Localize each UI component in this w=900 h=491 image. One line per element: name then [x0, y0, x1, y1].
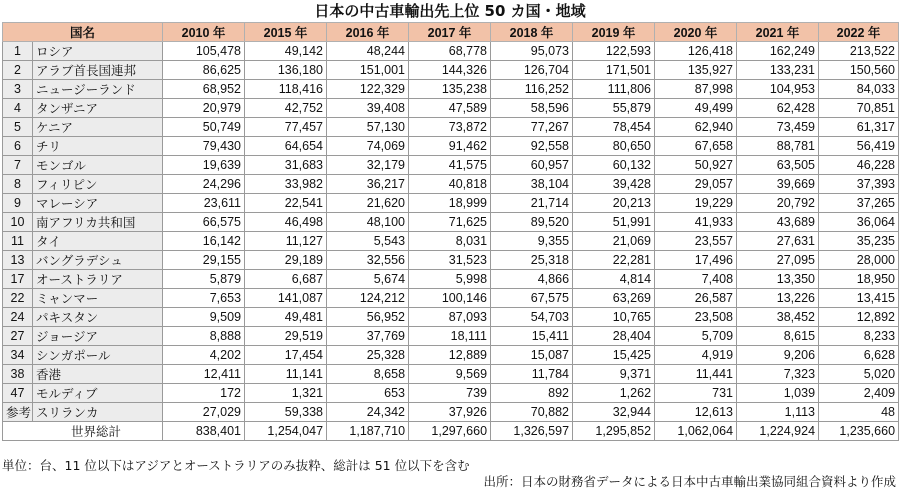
value-cell: 23,557 [655, 232, 737, 251]
country-cell: タイ [33, 232, 163, 251]
country-cell: ミャンマー [33, 289, 163, 308]
value-cell: 31,683 [245, 156, 327, 175]
value-cell: 54,703 [491, 308, 573, 327]
total-value-cell: 1,254,047 [245, 422, 327, 441]
value-cell: 111,806 [573, 80, 655, 99]
value-cell: 2,409 [819, 384, 899, 403]
value-cell: 122,593 [573, 42, 655, 61]
value-cell: 20,979 [163, 99, 245, 118]
table-row [3, 118, 899, 137]
value-cell: 144,326 [409, 61, 491, 80]
value-cell: 67,575 [491, 289, 573, 308]
value-cell: 55,879 [573, 99, 655, 118]
value-cell: 49,499 [655, 99, 737, 118]
value-cell: 28,404 [573, 327, 655, 346]
value-cell: 67,658 [655, 137, 737, 156]
rank-cell: 22 [3, 289, 33, 308]
value-cell: 29,519 [245, 327, 327, 346]
value-cell: 48,100 [327, 213, 409, 232]
value-cell: 48,244 [327, 42, 409, 61]
value-cell: 62,428 [737, 99, 819, 118]
country-cell: ケニア [33, 118, 163, 137]
value-cell: 118,416 [245, 80, 327, 99]
country-cell: スリランカ [33, 403, 163, 422]
value-cell: 11,441 [655, 365, 737, 384]
value-cell: 9,355 [491, 232, 573, 251]
rank-cell: 5 [3, 118, 33, 137]
value-cell: 24,296 [163, 175, 245, 194]
value-cell: 17,454 [245, 346, 327, 365]
value-cell: 7,408 [655, 270, 737, 289]
value-cell: 38,452 [737, 308, 819, 327]
value-cell: 15,087 [491, 346, 573, 365]
value-cell: 19,229 [655, 194, 737, 213]
header-row [3, 23, 899, 42]
value-cell: 4,814 [573, 270, 655, 289]
value-cell: 40,818 [409, 175, 491, 194]
table-row [3, 175, 899, 194]
value-cell: 27,631 [737, 232, 819, 251]
value-cell: 13,415 [819, 289, 899, 308]
value-cell: 49,142 [245, 42, 327, 61]
value-cell: 77,267 [491, 118, 573, 137]
value-cell: 104,953 [737, 80, 819, 99]
table-row [3, 61, 899, 80]
value-cell: 39,408 [327, 99, 409, 118]
table-row [3, 194, 899, 213]
table-row [3, 42, 899, 61]
value-cell: 25,328 [327, 346, 409, 365]
rank-cell: 8 [3, 175, 33, 194]
value-cell: 64,654 [245, 137, 327, 156]
value-cell: 18,111 [409, 327, 491, 346]
value-cell: 66,575 [163, 213, 245, 232]
table-row [3, 384, 899, 403]
value-cell: 71,625 [409, 213, 491, 232]
value-cell: 172 [163, 384, 245, 403]
value-cell: 60,957 [491, 156, 573, 175]
value-cell: 68,952 [163, 80, 245, 99]
value-cell: 46,498 [245, 213, 327, 232]
value-cell: 11,784 [491, 365, 573, 384]
value-cell: 5,998 [409, 270, 491, 289]
value-cell: 135,238 [409, 80, 491, 99]
total-value-cell: 1,187,710 [327, 422, 409, 441]
value-cell: 122,329 [327, 80, 409, 99]
total-value-cell: 1,326,597 [491, 422, 573, 441]
value-cell: 49,481 [245, 308, 327, 327]
header-year: 2019 年 [573, 23, 655, 42]
value-cell: 5,709 [655, 327, 737, 346]
table-row [3, 213, 899, 232]
value-cell: 41,933 [655, 213, 737, 232]
value-cell: 17,496 [655, 251, 737, 270]
value-cell: 70,882 [491, 403, 573, 422]
value-cell: 35,235 [819, 232, 899, 251]
total-row [3, 422, 899, 441]
value-cell: 29,057 [655, 175, 737, 194]
value-cell: 653 [327, 384, 409, 403]
country-cell: フィリピン [33, 175, 163, 194]
table-row [3, 289, 899, 308]
export-table [2, 22, 899, 441]
value-cell: 27,029 [163, 403, 245, 422]
value-cell: 41,575 [409, 156, 491, 175]
country-cell: ニュージーランド [33, 80, 163, 99]
value-cell: 12,613 [655, 403, 737, 422]
total-value-cell: 838,401 [163, 422, 245, 441]
country-cell: モンゴル [33, 156, 163, 175]
table-body [3, 42, 899, 441]
rank-cell: 24 [3, 308, 33, 327]
value-cell: 105,478 [163, 42, 245, 61]
value-cell: 141,087 [245, 289, 327, 308]
value-cell: 892 [491, 384, 573, 403]
value-cell: 39,669 [737, 175, 819, 194]
table-row [3, 365, 899, 384]
value-cell: 47,589 [409, 99, 491, 118]
value-cell: 4,919 [655, 346, 737, 365]
rank-cell: 27 [3, 327, 33, 346]
value-cell: 89,520 [491, 213, 573, 232]
value-cell: 21,714 [491, 194, 573, 213]
value-cell: 11,141 [245, 365, 327, 384]
value-cell: 43,689 [737, 213, 819, 232]
value-cell: 70,851 [819, 99, 899, 118]
value-cell: 63,505 [737, 156, 819, 175]
value-cell: 24,342 [327, 403, 409, 422]
header-year: 2015 年 [245, 23, 327, 42]
header-year: 2022 年 [819, 23, 899, 42]
value-cell: 42,752 [245, 99, 327, 118]
rank-cell: 38 [3, 365, 33, 384]
value-cell: 5,020 [819, 365, 899, 384]
value-cell: 9,371 [573, 365, 655, 384]
value-cell: 5,879 [163, 270, 245, 289]
value-cell: 1,262 [573, 384, 655, 403]
value-cell: 46,228 [819, 156, 899, 175]
value-cell: 731 [655, 384, 737, 403]
value-cell: 59,338 [245, 403, 327, 422]
value-cell: 51,991 [573, 213, 655, 232]
value-cell: 126,418 [655, 42, 737, 61]
value-cell: 15,411 [491, 327, 573, 346]
value-cell: 15,425 [573, 346, 655, 365]
value-cell: 50,927 [655, 156, 737, 175]
value-cell: 50,749 [163, 118, 245, 137]
value-cell: 87,998 [655, 80, 737, 99]
rank-cell: 10 [3, 213, 33, 232]
value-cell: 38,104 [491, 175, 573, 194]
value-cell: 22,541 [245, 194, 327, 213]
value-cell: 36,064 [819, 213, 899, 232]
value-cell: 78,454 [573, 118, 655, 137]
table-row [3, 251, 899, 270]
header-year: 2018 年 [491, 23, 573, 42]
table-row [3, 327, 899, 346]
total-value-cell: 1,224,924 [737, 422, 819, 441]
value-cell: 86,625 [163, 61, 245, 80]
value-cell: 31,523 [409, 251, 491, 270]
value-cell: 8,658 [327, 365, 409, 384]
value-cell: 19,639 [163, 156, 245, 175]
rank-cell: 11 [3, 232, 33, 251]
value-cell: 20,792 [737, 194, 819, 213]
value-cell: 12,411 [163, 365, 245, 384]
value-cell: 20,213 [573, 194, 655, 213]
country-cell: モルディブ [33, 384, 163, 403]
total-label: 世界総計 [3, 422, 163, 441]
header-year: 2017 年 [409, 23, 491, 42]
country-cell: シンガポール [33, 346, 163, 365]
value-cell: 18,950 [819, 270, 899, 289]
value-cell: 23,508 [655, 308, 737, 327]
value-cell: 133,231 [737, 61, 819, 80]
value-cell: 27,095 [737, 251, 819, 270]
value-cell: 135,927 [655, 61, 737, 80]
value-cell: 8,233 [819, 327, 899, 346]
value-cell: 7,653 [163, 289, 245, 308]
value-cell: 23,611 [163, 194, 245, 213]
value-cell: 9,206 [737, 346, 819, 365]
value-cell: 87,093 [409, 308, 491, 327]
value-cell: 68,778 [409, 42, 491, 61]
value-cell: 28,000 [819, 251, 899, 270]
table-title: 日本の中古車輸出先上位 50 カ国・地域 [314, 2, 586, 20]
country-cell: バングラデシュ [33, 251, 163, 270]
value-cell: 63,269 [573, 289, 655, 308]
total-value-cell: 1,297,660 [409, 422, 491, 441]
value-cell: 10,765 [573, 308, 655, 327]
value-cell: 62,940 [655, 118, 737, 137]
table-row [3, 232, 899, 251]
header-country: 国名 [3, 23, 163, 42]
value-cell: 124,212 [327, 289, 409, 308]
value-cell: 9,569 [409, 365, 491, 384]
value-cell: 9,509 [163, 308, 245, 327]
value-cell: 6,628 [819, 346, 899, 365]
value-cell: 13,226 [737, 289, 819, 308]
value-cell: 126,704 [491, 61, 573, 80]
value-cell: 213,522 [819, 42, 899, 61]
table-row [3, 270, 899, 289]
rank-cell: 1 [3, 42, 33, 61]
value-cell: 39,428 [573, 175, 655, 194]
value-cell: 95,073 [491, 42, 573, 61]
value-cell: 57,130 [327, 118, 409, 137]
rank-cell: 3 [3, 80, 33, 99]
rank-cell: 13 [3, 251, 33, 270]
value-cell: 13,350 [737, 270, 819, 289]
value-cell: 37,926 [409, 403, 491, 422]
value-cell: 5,674 [327, 270, 409, 289]
value-cell: 37,265 [819, 194, 899, 213]
value-cell: 11,127 [245, 232, 327, 251]
country-cell: ロシア [33, 42, 163, 61]
value-cell: 37,393 [819, 175, 899, 194]
rank-cell: 4 [3, 99, 33, 118]
value-cell: 88,781 [737, 137, 819, 156]
value-cell: 100,146 [409, 289, 491, 308]
value-cell: 84,033 [819, 80, 899, 99]
value-cell: 29,189 [245, 251, 327, 270]
value-cell: 37,769 [327, 327, 409, 346]
table-row [3, 308, 899, 327]
value-cell: 22,281 [573, 251, 655, 270]
value-cell: 151,001 [327, 61, 409, 80]
country-cell: チリ [33, 137, 163, 156]
header-year: 2021 年 [737, 23, 819, 42]
value-cell: 18,999 [409, 194, 491, 213]
rank-cell: 7 [3, 156, 33, 175]
value-cell: 1,039 [737, 384, 819, 403]
value-cell: 5,543 [327, 232, 409, 251]
value-cell: 4,202 [163, 346, 245, 365]
table-row [3, 137, 899, 156]
value-cell: 7,323 [737, 365, 819, 384]
value-cell: 73,872 [409, 118, 491, 137]
country-cell: マレーシア [33, 194, 163, 213]
value-cell: 74,069 [327, 137, 409, 156]
value-cell: 12,889 [409, 346, 491, 365]
country-cell: アラブ首長国連邦 [33, 61, 163, 80]
value-cell: 36,217 [327, 175, 409, 194]
header-year: 2016 年 [327, 23, 409, 42]
table-row [3, 80, 899, 99]
country-cell: オーストラリア [33, 270, 163, 289]
value-cell: 48 [819, 403, 899, 422]
value-cell: 79,430 [163, 137, 245, 156]
value-cell: 25,318 [491, 251, 573, 270]
header-year: 2010 年 [163, 23, 245, 42]
value-cell: 150,560 [819, 61, 899, 80]
value-cell: 32,179 [327, 156, 409, 175]
table-row [3, 156, 899, 175]
rank-cell: 6 [3, 137, 33, 156]
value-cell: 1,113 [737, 403, 819, 422]
value-cell: 4,866 [491, 270, 573, 289]
value-cell: 21,069 [573, 232, 655, 251]
table-row [3, 403, 899, 422]
value-cell: 60,132 [573, 156, 655, 175]
value-cell: 56,419 [819, 137, 899, 156]
country-cell: パキスタン [33, 308, 163, 327]
value-cell: 61,317 [819, 118, 899, 137]
value-cell: 73,459 [737, 118, 819, 137]
table-row [3, 346, 899, 365]
country-cell: タンザニア [33, 99, 163, 118]
header-year: 2020 年 [655, 23, 737, 42]
total-value-cell: 1,235,660 [819, 422, 899, 441]
country-cell: 香港 [33, 365, 163, 384]
value-cell: 29,155 [163, 251, 245, 270]
value-cell: 136,180 [245, 61, 327, 80]
value-cell: 77,457 [245, 118, 327, 137]
value-cell: 8,615 [737, 327, 819, 346]
rank-cell: 47 [3, 384, 33, 403]
table-row [3, 99, 899, 118]
value-cell: 56,952 [327, 308, 409, 327]
value-cell: 739 [409, 384, 491, 403]
value-cell: 116,252 [491, 80, 573, 99]
rank-cell: 34 [3, 346, 33, 365]
rank-cell: 17 [3, 270, 33, 289]
value-cell: 12,892 [819, 308, 899, 327]
value-cell: 1,321 [245, 384, 327, 403]
value-cell: 92,558 [491, 137, 573, 156]
value-cell: 8,888 [163, 327, 245, 346]
value-cell: 32,556 [327, 251, 409, 270]
source-note: 出所：日本の財務省データによる日本中古車輸出業協同組合資料より作成 [483, 474, 896, 489]
value-cell: 91,462 [409, 137, 491, 156]
total-value-cell: 1,295,852 [573, 422, 655, 441]
value-cell: 162,249 [737, 42, 819, 61]
value-cell: 171,501 [573, 61, 655, 80]
total-value-cell: 1,062,064 [655, 422, 737, 441]
unit-note: 単位：台、11 位以下はアジアとオーストラリアのみ抜粋、総計は 51 位以下を含む [2, 458, 470, 473]
country-cell: 南アフリカ共和国 [33, 213, 163, 232]
value-cell: 21,620 [327, 194, 409, 213]
value-cell: 8,031 [409, 232, 491, 251]
value-cell: 33,982 [245, 175, 327, 194]
rank-cell: 参考 [3, 403, 33, 422]
value-cell: 16,142 [163, 232, 245, 251]
rank-cell: 2 [3, 61, 33, 80]
rank-cell: 9 [3, 194, 33, 213]
value-cell: 6,687 [245, 270, 327, 289]
country-cell: ジョージア [33, 327, 163, 346]
value-cell: 32,944 [573, 403, 655, 422]
value-cell: 26,587 [655, 289, 737, 308]
value-cell: 58,596 [491, 99, 573, 118]
value-cell: 80,650 [573, 137, 655, 156]
